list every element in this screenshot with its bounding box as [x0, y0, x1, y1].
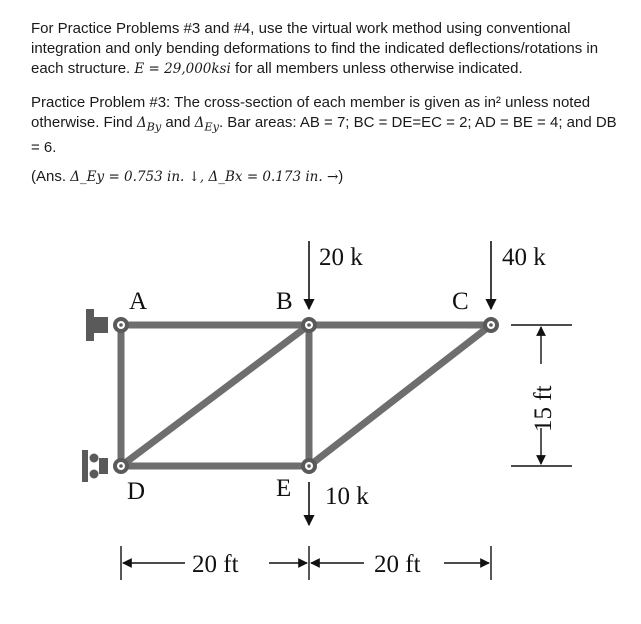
pin-support-A: [86, 309, 108, 341]
answer-values: Δ_Ey = 0.753 in. ↓, Δ_Bx = 0.173 in. →: [70, 169, 339, 185]
horizontal-dimension: [121, 546, 491, 580]
member-DB: [121, 325, 309, 466]
bar-areas-text: . Bar areas: AB = 7; BC = DE=EC = 2; AD = BE = 4; and DB = 6.: [31, 114, 617, 156]
roller-support-D: [82, 450, 108, 482]
answer-prefix: (Ans.: [31, 168, 71, 185]
answer-suffix: ): [338, 168, 344, 185]
delta-symbol: Δ: [136, 115, 147, 131]
intro-tail: for all members unless otherwise indicated.: [230, 60, 523, 77]
truss-members: [121, 325, 491, 466]
delta-subscript: By: [146, 120, 162, 134]
member-EC: [309, 325, 491, 466]
load-label-E: 10 k: [325, 483, 369, 510]
modulus-value: E = 29,000ksi: [134, 61, 231, 77]
node-label-C: C: [452, 288, 469, 315]
dim-height: 15 ft: [530, 385, 557, 432]
intro-text: For Practice Problems #3 and #4, use the virtual work method using conventional integration and only bending deformations to find the indicated deflections/rotations in each structure.: [31, 20, 599, 77]
node-label-B: B: [276, 288, 293, 315]
delta-symbol: Δ: [194, 115, 205, 131]
problem-lead: Practice Problem #3: The cross-section of each member is given as in² unless noted otherwise. Find: [31, 94, 591, 131]
delta-subscript: Ey: [204, 120, 219, 134]
node-label-D: D: [127, 478, 146, 505]
node-label-A: A: [129, 288, 148, 315]
node-label-E: E: [276, 475, 292, 502]
load-label-C: 40 k: [502, 244, 546, 271]
dim-left-span: 20 ft: [192, 551, 239, 578]
dim-right-span: 20 ft: [374, 551, 421, 578]
load-label-B: 20 k: [319, 244, 363, 271]
and-text: and: [161, 114, 195, 131]
